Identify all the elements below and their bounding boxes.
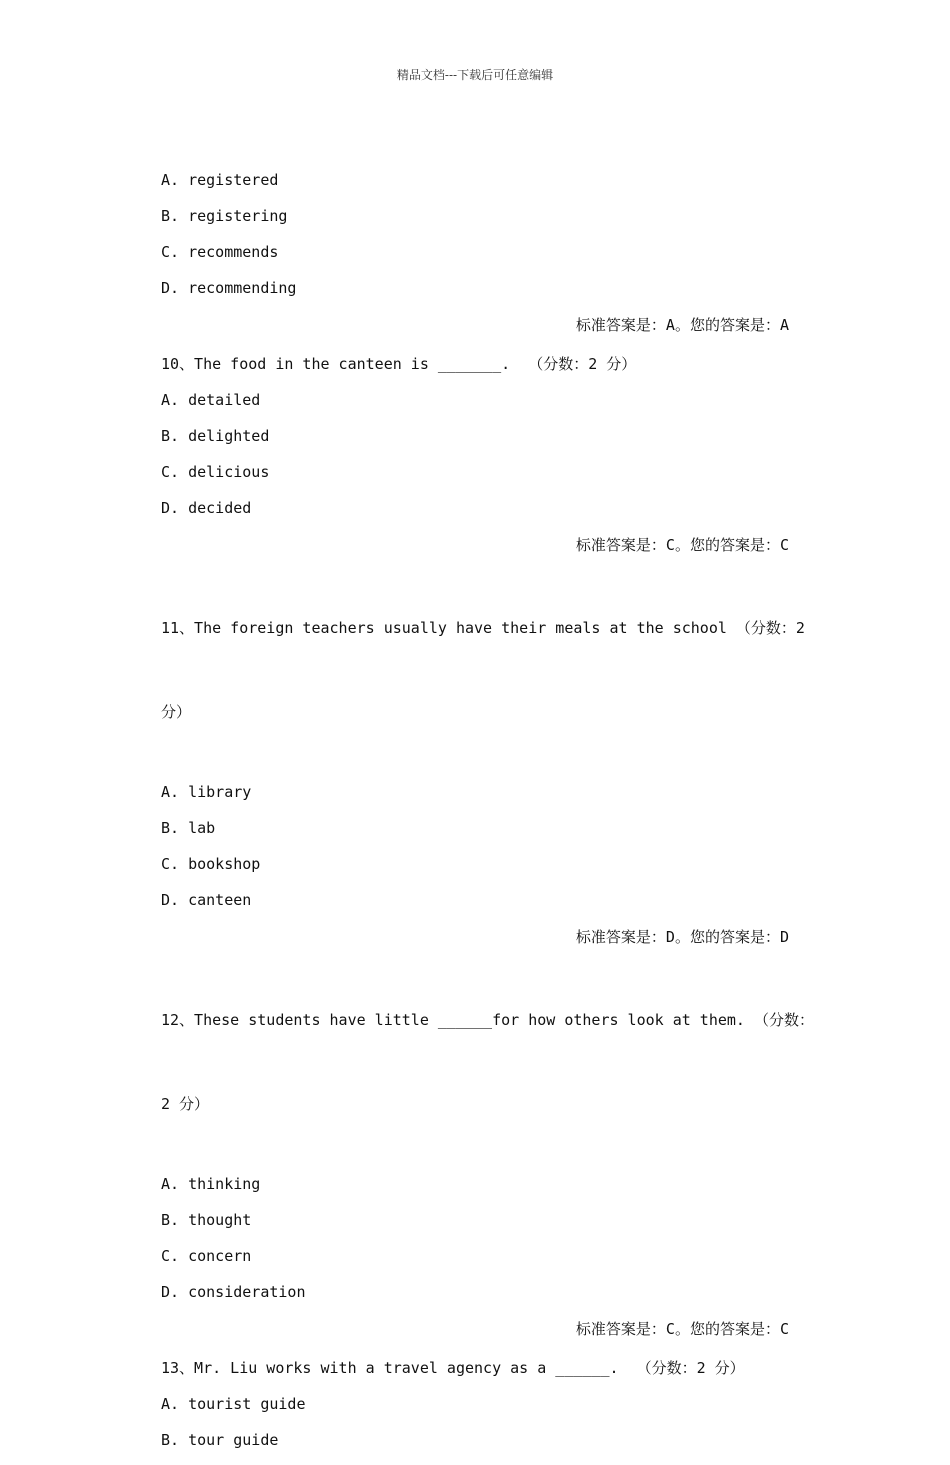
answer-line: 标准答案是：C。您的答案是：C: [575, 536, 789, 554]
option: B. thought: [161, 1211, 252, 1229]
option: A. thinking: [161, 1175, 261, 1193]
option: C. bookshop: [161, 855, 261, 873]
option: A. registered: [161, 171, 279, 189]
question-line: 分）: [161, 703, 192, 721]
option: D. consideration: [161, 1283, 306, 1301]
option: A. library: [161, 783, 252, 801]
option: D. recommending: [161, 279, 297, 297]
option: D. decided: [161, 499, 252, 517]
option: C. delicious: [161, 463, 270, 481]
question: 10、The food in the canteen is _______. （分数：2 分）: [161, 355, 637, 373]
quiz-content: [161, 169, 814, 1465]
option: A. tourist guide: [161, 1395, 306, 1413]
page-header: 精品文档---下载后可任意编辑: [396, 68, 554, 82]
option: B. tour guide: [161, 1431, 279, 1449]
question-line: 12、These students have little ______for how others look at them. （分数：: [161, 1011, 814, 1029]
option: C. concern: [161, 1247, 252, 1265]
option: D. canteen: [161, 891, 252, 909]
answer-line: 标准答案是：D。您的答案是：D: [575, 928, 789, 946]
option: A. detailed: [161, 391, 261, 409]
answer-line: 标准答案是：C。您的答案是：C: [575, 1320, 789, 1338]
question-line: 11、The foreign teachers usually have their meals at the school （分数：2: [161, 619, 805, 637]
question: [161, 573, 805, 781]
answer-line: 标准答案是：A。您的答案是：A: [575, 316, 789, 334]
option: B. lab: [161, 819, 216, 837]
option: B. registering: [161, 207, 288, 225]
option: B. delighted: [161, 427, 270, 445]
option: C. recommends: [161, 243, 279, 261]
question-line: 2 分）: [161, 1095, 210, 1113]
question: [161, 965, 814, 1173]
question: 13、Mr. Liu works with a travel agency as a ______. （分数：2 分）: [161, 1359, 745, 1377]
